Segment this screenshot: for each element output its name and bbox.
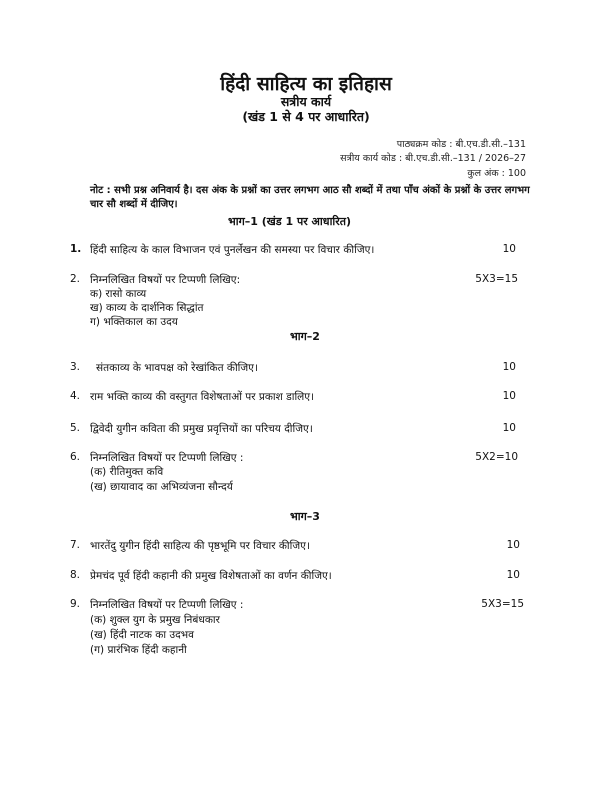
question-text: हिंदी साहित्य के काल विभाजन एवं पुनर्लेखन की समस्या पर विचार कीजिए।	[90, 244, 375, 256]
question-marks: 10	[502, 422, 516, 434]
question-marks: 10	[502, 243, 516, 255]
sub-question: (क) रीतिमुक्त कवि	[90, 466, 164, 478]
document-title: हिंदी साहित्य का इतिहास	[220, 73, 392, 95]
sub-question: (क) शुक्ल युग के प्रमुख निबंधकार	[90, 614, 220, 626]
section-heading-1: भाग–1 (खंड 1 पर आधारित)	[228, 215, 352, 228]
question-number: 5.	[70, 422, 81, 434]
question-text: प्रेमचंद पूर्व हिंदी कहानी की प्रमुख विशेषताओं का वर्णन कीजिए।	[90, 570, 332, 582]
question-marks: 10	[502, 390, 516, 402]
question-number: 8.	[70, 569, 81, 581]
question-text: द्विवेदी युगीन कविता की प्रमुख प्रवृत्तियों का परिचय दीजिए।	[90, 423, 313, 435]
section-heading-2: भाग–2	[290, 330, 320, 343]
assignment-code: सत्रीय कार्य कोड : बी.एच.डी.सी.–131 / 2026–27	[340, 153, 526, 164]
question-number: 3.	[70, 361, 81, 373]
course-code: पाठ्यक्रम कोड : बी.एच.डी.सी.–131	[396, 139, 526, 150]
question-marks: 5X2=10	[475, 451, 518, 463]
document-subtitle: सत्रीय कार्य	[280, 94, 332, 109]
question-number: 1.	[70, 243, 82, 255]
question-marks: 10	[502, 361, 516, 373]
instructions-note: नोट : सभी प्रश्न अनिवार्य है। दस अंक के प्रश्नों का उत्तर लगभग आठ सौ शब्दों में तथा पाँच अंकों के प्रश्नों के उत्तर लगभग चार सौ शब्दों में दीजिए।	[90, 185, 530, 210]
sub-question: क) रासो काव्य	[90, 288, 147, 300]
question-text: भारतेंदु युगीन हिंदी साहित्य की पृष्ठभूमि पर विचार कीजिए।	[90, 540, 310, 552]
document-scope: (खंड 1 से 4 पर आधारित)	[242, 109, 370, 124]
question-marks: 10	[506, 569, 520, 581]
question-text: निम्नलिखित विषयों पर टिप्पणी लिखिए:	[90, 274, 241, 286]
question-text: निम्नलिखित विषयों पर टिप्पणी लिखिए :	[90, 452, 244, 464]
total-marks: कुल अंक : 100	[467, 168, 526, 179]
sub-question: ख) काव्य के दार्शनिक सिद्धांत	[90, 302, 204, 314]
question-number: 6.	[70, 451, 81, 463]
question-text: राम भक्ति काव्य की वस्तुगत विशेषताओं पर प्रकाश डालिए।	[90, 391, 315, 403]
question-marks: 10	[506, 539, 520, 551]
sub-question: (ख) छायावाद का अभिव्यंजना सौन्दर्य	[90, 481, 233, 493]
question-text: निम्नलिखित विषयों पर टिप्पणी लिखिए :	[90, 599, 244, 611]
question-number: 2.	[70, 273, 81, 285]
sub-question: ग) भक्तिकाल का उदय	[90, 316, 178, 328]
sub-question: (ख) हिंदी नाटक का उदभव	[90, 629, 194, 641]
question-number: 7.	[70, 539, 81, 551]
question-number: 4.	[70, 390, 81, 402]
section-heading-3: भाग–3	[290, 510, 320, 523]
question-marks: 5X3=15	[475, 273, 518, 285]
question-text: संतकाव्य के भावपक्ष को रेखांकित कीजिए।	[96, 362, 258, 374]
question-number: 9.	[70, 598, 81, 610]
question-marks: 5X3=15	[481, 598, 524, 610]
sub-question: (ग) प्रारंभिक हिंदी कहानी	[90, 644, 187, 656]
